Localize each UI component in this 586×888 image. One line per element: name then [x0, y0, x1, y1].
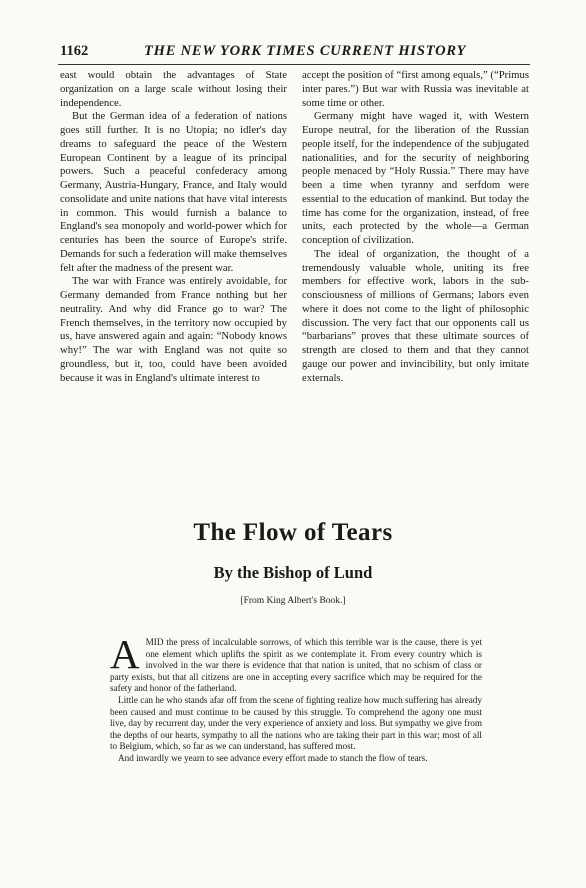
left-paragraph-1: east would obtain the advantages of State organization on a large scale without losing their independence.	[60, 69, 287, 109]
article-paragraph-2: Little can he who stands afar off from the scene of fighting realize how much suffering has already been caused and must continue to be caused by this struggle. To comprehend the agony one must live, day by recurrent day, under the very experience of anxiety and loss. But sympathy we give from the depths of our hearts, sympathy to all the nations who are taking their part in this war; most of all to Belgium, which, so far as we can understand, has suffered most.	[110, 694, 482, 752]
article-paragraph-3: And inwardly we yearn to see advance every effort made to stanch the flow of tears.	[118, 752, 428, 763]
header-rule	[58, 64, 530, 65]
running-title: THE NEW YORK TIMES CURRENT HISTORY	[144, 43, 467, 59]
article-paragraph-1	[110, 631, 482, 695]
left-column	[60, 69, 287, 385]
left-paragraph-2: But the German idea of a federation of nations goes still further. It is no Utopia; no idler's day dreams to safeguard the peace of the Western European Continent by a league of its principal powers. Such a peaceful confederacy among Germany, Austria-Hungary, France, and Italy would consolidate and unite nations that have vital interests in common. This would furnish a balance to England's sea monopoly and world-power which for centuries has been the source of Europe's strife. Demands for such a federation will make themselves felt after the madness of the present war.	[60, 110, 287, 274]
article-byline: By the Bishop of Lund	[213, 563, 373, 582]
article-title: The Flow of Tears	[193, 519, 393, 546]
right-paragraph-3: The ideal of organization, the thought of a tremendously valuable whole, uniting its free members for effective work, labors in the sub-consciousness of millions of Germans; labors even where it does not come to the light of philosophic discussion. The very fact that our opponents call us “barbarians” proves that these ultimate sources of strength are closed to them and that they cannot gauge our power and invincibility, but only imitate externals.	[302, 247, 529, 384]
article-paragraph-1-text: MID the press of incalculable sorrows, of which this terrible war is the cause, there is yet one element which uplifts the spirit as we contemplate it. From every country which is involved in the war there is evidence that that nation is united, that no schism of class or party exists, but that all citizens are one in accepting every sacrifice which may be required for the safety and honor of the fatherland.	[110, 637, 482, 694]
left-paragraph-3: The war with France was entirely avoidable, for Germany demanded from France nothing but her neutrality. And why did France go to war? The French themselves, in the territory now occupied by us, have answered again and again: “Nobody knows why!” The war with England was not quite so groundless, but it, too, could have been avoided because it was in England's ultimate interest to	[60, 275, 287, 384]
page-header	[60, 43, 530, 60]
article-source: [From King Albert's Book.]	[240, 596, 346, 606]
drop-cap: A	[110, 631, 140, 677]
article-body	[110, 631, 482, 765]
right-paragraph-2: Germany might have waged it, with Western Europe neutral, for the liberation of the Russian people itself, for the independence of the subjugated nationalities, and for the security of neighboring people menaced by “Holy Russia.” There may have been a time when tyranny and serfdom were essential to the education of mankind. But today the time has come for the organization, instead, of free units, each protected by the whole—a German conception of civilization.	[302, 110, 529, 246]
page-number: 1162	[60, 43, 89, 59]
right-paragraph-1: accept the position of “first among equals,” (“Primus inter pares.”) But war with Russia was inevitable at some time or other.	[302, 69, 529, 109]
right-column	[302, 69, 529, 385]
